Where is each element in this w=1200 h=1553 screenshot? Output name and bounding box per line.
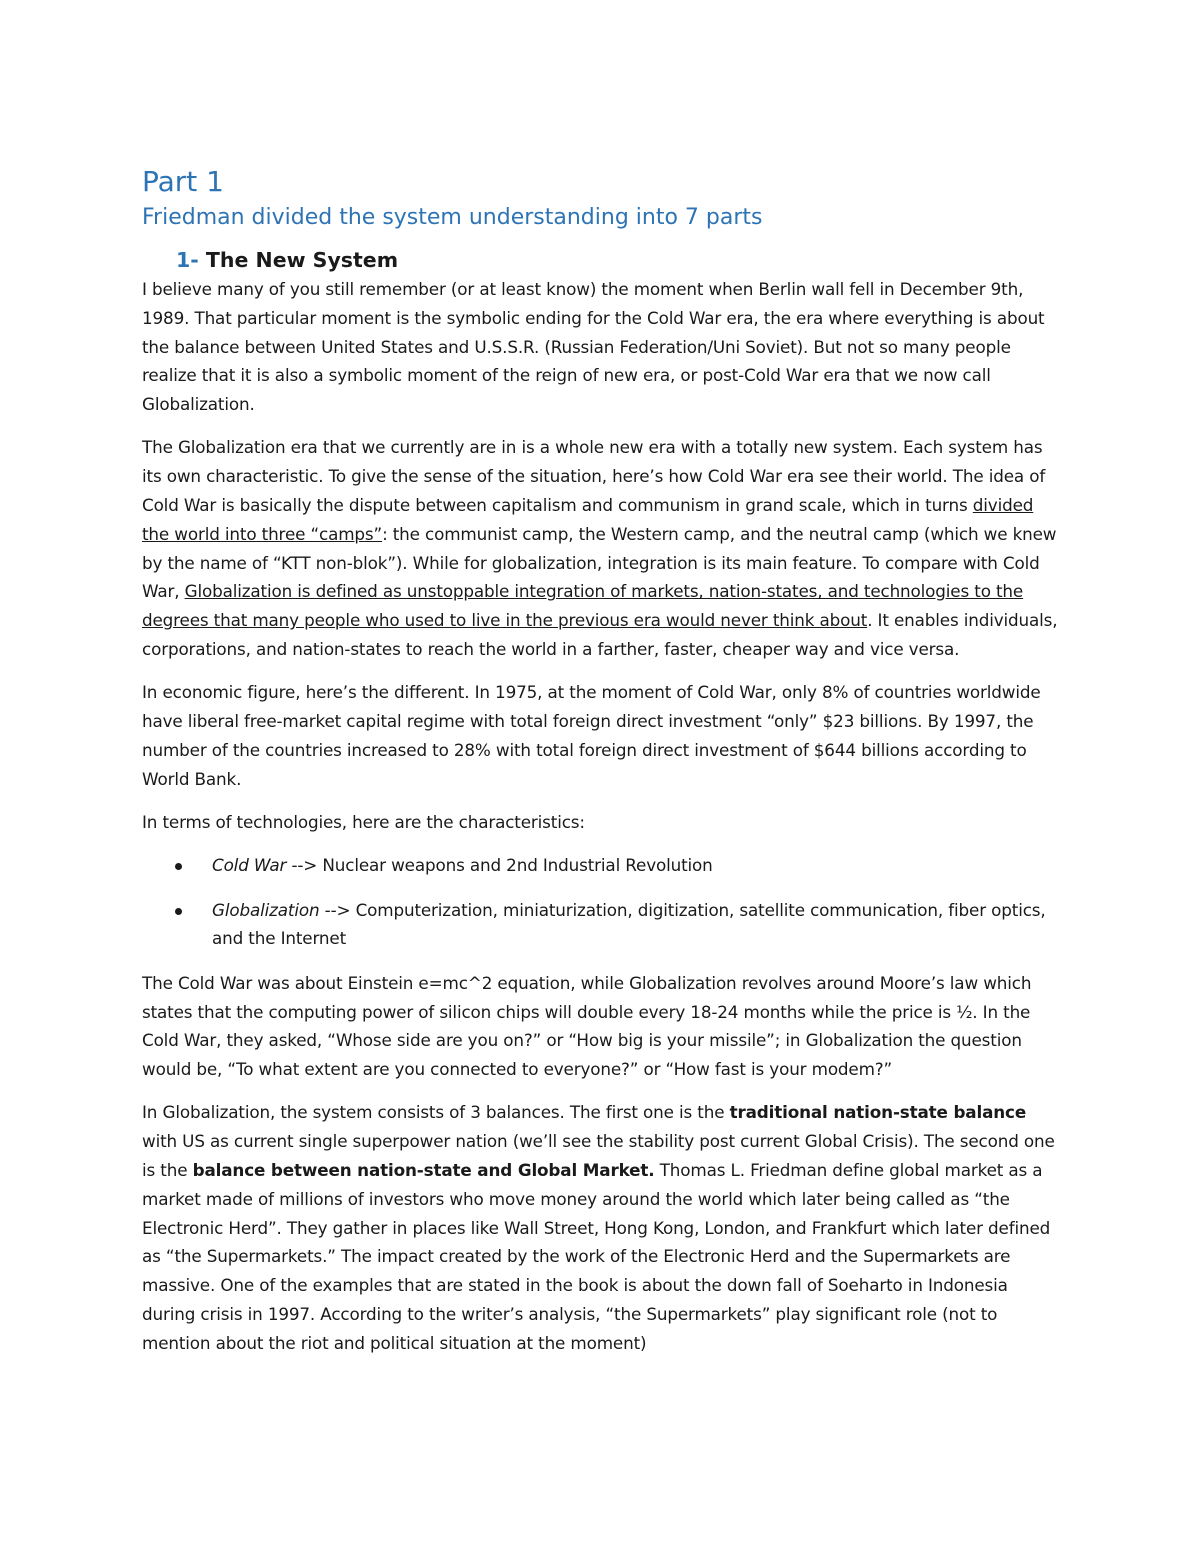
list-item-term: Cold War bbox=[212, 855, 287, 876]
bullet-icon bbox=[175, 863, 182, 870]
paragraph-5: The Cold War was about Einstein e=mc^2 equation, while Globalization revolves around Moore’s law which states that the computing power of silicon chips will double every 18-24 months while the price is ½. In the Cold War, they asked, “Whose side are you on?” or “How big is your missile”; in Globalization the question would be, “To what extent are you connected to everyone?” or “How fast is your modem?” bbox=[142, 972, 1032, 1080]
bold-phrase-traditional-balance: traditional nation-state balance bbox=[729, 1102, 1027, 1123]
list-item-text: --> Nuclear weapons and 2nd Industrial Revolution bbox=[286, 855, 713, 876]
subtitle: Friedman divided the system understanding into 7 parts bbox=[142, 205, 763, 230]
section-title: The New System bbox=[205, 248, 399, 272]
bullet-icon bbox=[175, 908, 182, 915]
list-item bbox=[142, 851, 1060, 880]
paragraph-2-text-c: . It enables individuals, corporations, and nation-states to reach the world in a farther, faster, cheaper way and vice versa. bbox=[142, 610, 1058, 660]
paragraph-6-text-b: with US as current single superpower nation (we’ll see the stability post current Global Crisis). The second one is the bbox=[142, 1131, 1055, 1181]
paragraph-3: In economic figure, here’s the different. In 1975, at the moment of Cold War, only 8% of countries worldwide have liberal free-market capital regime with total foreign direct investment “only” $23 billions. By 1997, the number of the countries increased to 28% with total foreign direct investment of $644 billions according to World Bank. bbox=[142, 682, 1041, 789]
section-heading bbox=[176, 245, 1060, 275]
paragraph-6-text-c: Thomas L. Friedman define global market as a market made of millions of investors who move money around the world which later being called as “the Electronic Herd”. They gather in places like Wall Street, Hong Kong, London, and Frankfurt which later defined as “the Supermarkets.” The impact created by the work of the Electronic Herd and the Supermarkets are massive. One of the examples that are stated in the book is about the down fall of Soeharto in Indonesia during crisis in 1997. According to the writer’s analysis, “the Supermarkets” play significant role (not to mention about the riot and political situation at the moment) bbox=[142, 1160, 1051, 1353]
list-item-term: Globalization bbox=[212, 899, 320, 920]
paragraph-2 bbox=[142, 433, 1060, 663]
paragraph-6 bbox=[142, 1098, 1060, 1357]
underlined-phrase-camps: divided the world into three “camps” bbox=[142, 495, 1034, 544]
paragraph-2-text-b: : the communist camp, the Western camp, and the neutral camp (which we knew by the name of “KTT non-blok”). While for globalization, integration is its main feature. To compare with Cold War, bbox=[142, 523, 1057, 602]
paragraph-4: In terms of technologies, here are the characteristics: bbox=[142, 812, 585, 833]
technology-list bbox=[142, 851, 1060, 953]
paragraph-2-text-a: The Globalization era that we currently are in is a whole new era with a totally new system. Each system has its own characteristic. To give the sense of the situation, here’s how Cold War era see their world. The idea of Cold War is basically the dispute between capitalism and communism in grand scale, which in turns bbox=[142, 437, 1046, 516]
underlined-definition-globalization: Globalization is defined as unstoppable integration of markets, nation-states, and technologies to the degrees that many people who used to live in the previous era would never think about bbox=[142, 581, 1024, 631]
section-number: 1- bbox=[176, 248, 199, 272]
list-item-text: --> Computerization, miniaturization, digitization, satellite communication, fiber optics, and the Internet bbox=[212, 899, 1046, 949]
bold-phrase-global-market-balance: balance between nation-state and Global Market. bbox=[192, 1160, 655, 1181]
paragraph-1: I believe many of you still remember (or at least know) the moment when Berlin wall fell in December 9th, 1989. That particular moment is the symbolic ending for the Cold War era, the era where everything is about the balance between United States and U.S.S.R. (Russian Federation/Uni Soviet). But not so many people realize that it is also a symbolic moment of the reign of new era, or post-Cold War era that we now call Globalization. bbox=[142, 279, 1045, 415]
part-title: Part 1 bbox=[142, 165, 224, 198]
paragraph-6-text-a: In Globalization, the system consists of 3 balances. The first one is the bbox=[142, 1102, 730, 1123]
list-item bbox=[142, 896, 1060, 954]
